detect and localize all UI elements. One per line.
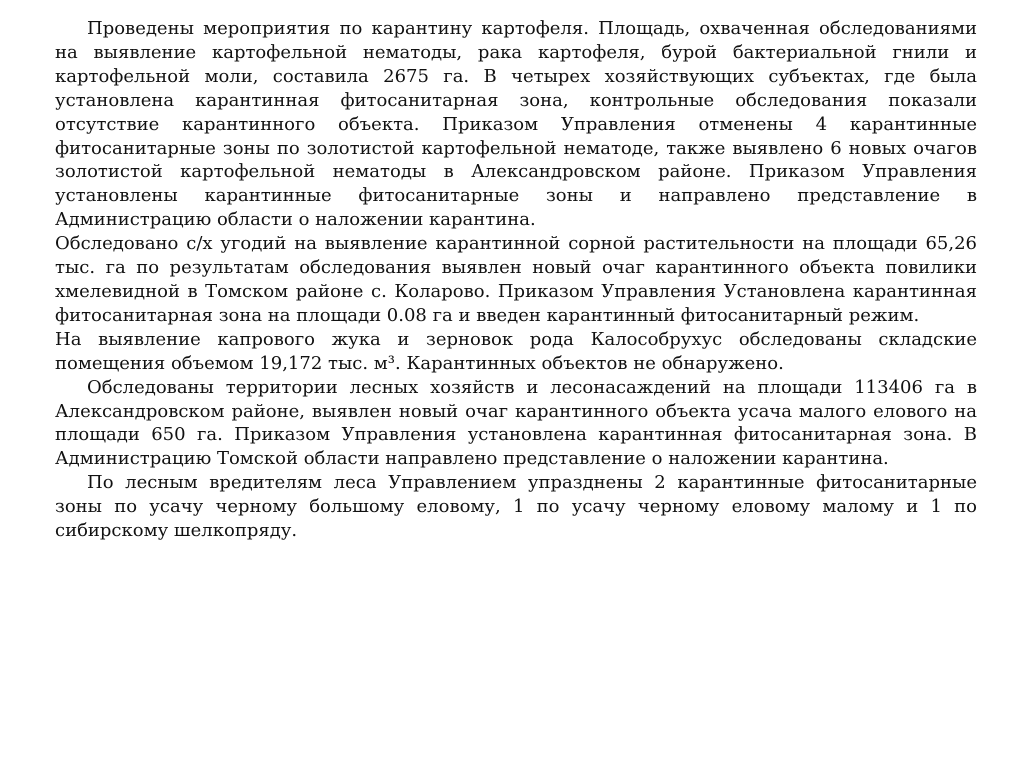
paragraph-weed-survey: Обследовано с/х угодий на выявление карантинной сорной растительности на площади 65,26 тыс. га по результатам обследования выявлен новый очаг карантинного объекта повилики хмелевидной в Томском районе с. Коларово. Приказом Управления Установлена карантинная фитосанитарная зона на площади 0.08 га и введен карантинный фитосанитарный режим. xyxy=(55,233,977,326)
document-body xyxy=(55,17,977,543)
paragraph-potato-quarantine: Проведены мероприятия по карантину картофеля. Площадь, охваченная обследованиями на выявление картофельной нематоды, рака картофеля, бурой бактериальной гнили и картофельной моли, составила 2675 га. В четырех хозяйствующих субъектах, где была установлена карантинная фитосанитарная зона, контрольные обследования показали отсутствие карантинного объекта. Приказом Управления отменены 4 карантинные фитосанитарные зоны по золотистой картофельной нематоде, также выявлено 6 новых очагов золотистой картофельной нематоды в Александровском районе. Приказом Управления установлены карантинные фитосанитарные зоны и направлено представление в Администрацию области о наложении карантина. xyxy=(55,18,977,231)
paragraph-forest-survey: Обследованы территории лесных хозяйств и лесонасаждений на площади 113406 га в Александровском районе, выявлен новый очаг карантинного объекта усача малого елового на площади 650 га. Приказом Управления установлена карантинная фитосанитарная зона. В Администрацию Томской области направлено представление о наложении карантина. xyxy=(55,376,977,470)
paragraph-forest-pests: По лесным вредителям леса Управлением упразднены 2 карантинные фитосанитарные зоны по усачу черному большому еловому, 1 по усачу черному еловому малому и 1 по сибирскому шелкопряду. xyxy=(55,472,977,542)
paragraph-warehouse-inspection: На выявление капрового жука и зерновок рода Калособрухус обследованы складские помещения объемом 19,172 тыс. м³. Карантинных объектов не обнаружено. xyxy=(55,328,977,374)
